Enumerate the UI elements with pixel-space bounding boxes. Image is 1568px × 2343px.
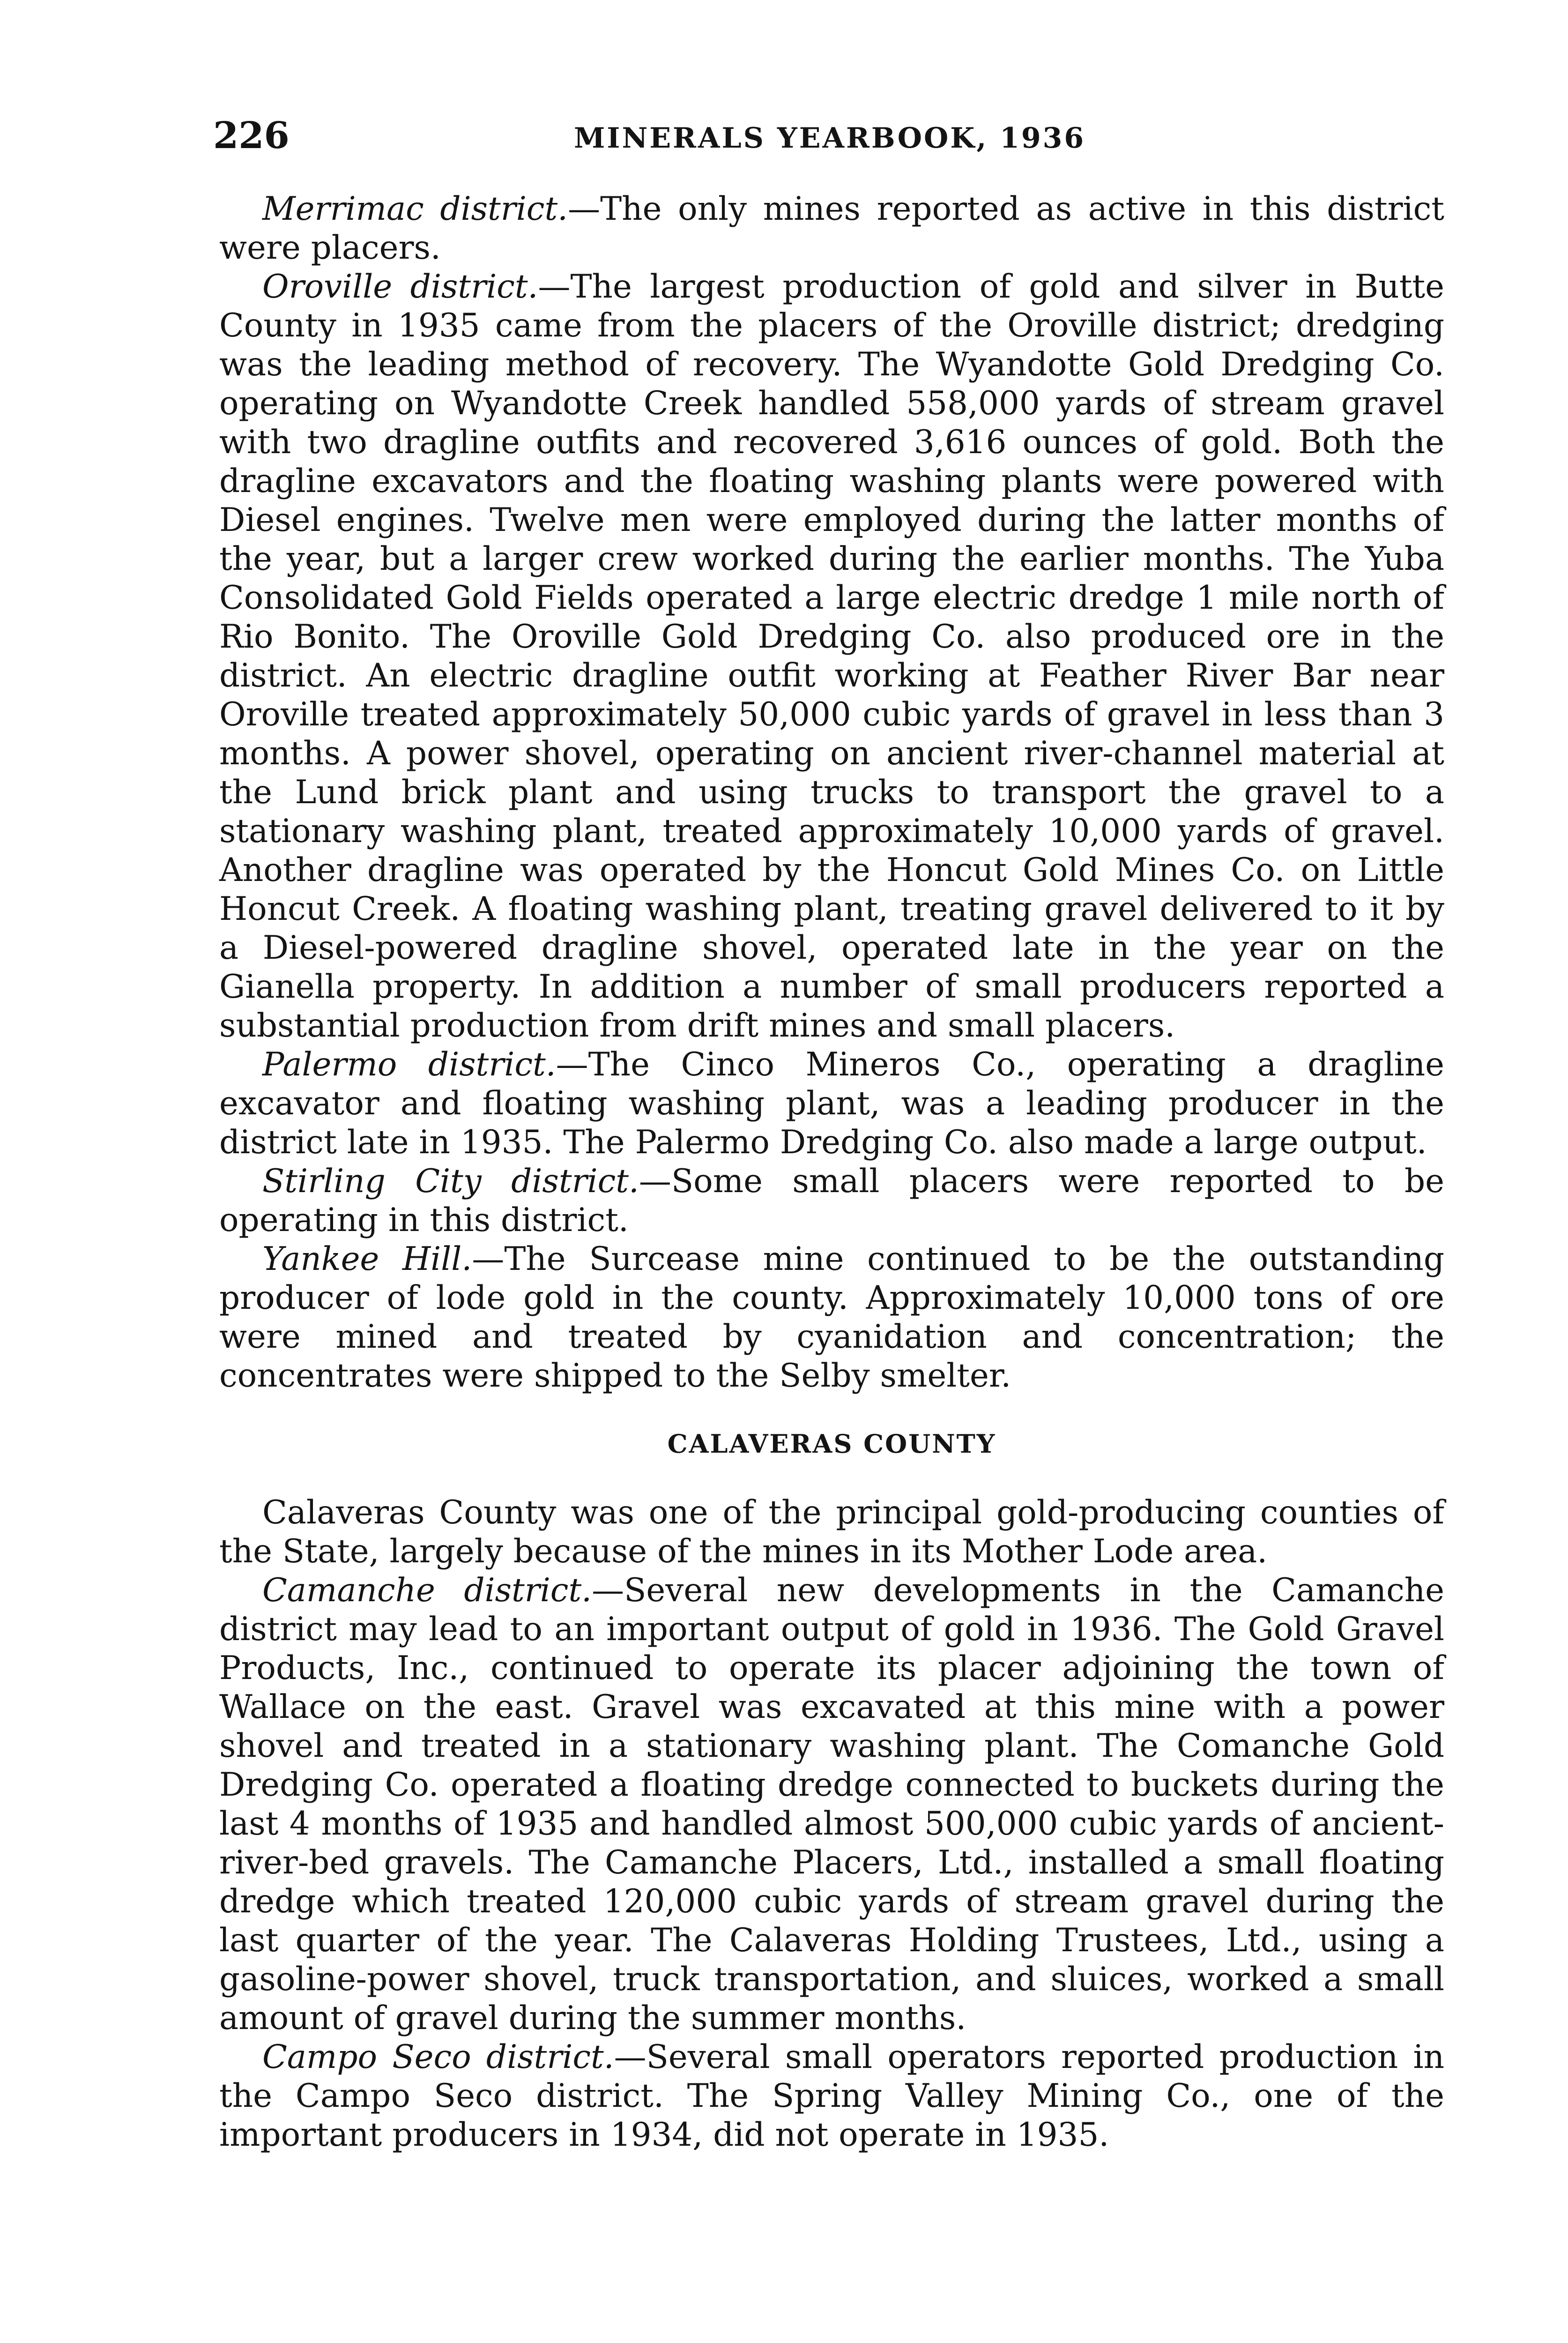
paragraph-yankee-hill <box>219 1240 1444 1395</box>
paragraph-calaveras-intro <box>219 1493 1444 1571</box>
paragraph-oroville <box>219 268 1444 1045</box>
paragraph-text: Calaveras County was one of the principal gold-producing counties of the State, largely because of the mines in its Mother Lode area. <box>219 1494 1444 1570</box>
section-heading-calaveras: CALAVERAS COUNTY <box>667 1429 996 1459</box>
paragraph-lead: Campo Seco district. <box>262 2038 614 2076</box>
paragraph-palermo <box>219 1045 1444 1162</box>
paragraph-lead: Oroville district. <box>262 268 538 306</box>
running-title: MINERALS YEARBOOK, 1936 <box>574 122 1086 155</box>
paragraph-merrimac <box>219 190 1444 268</box>
paragraph-stirling-city <box>219 1162 1444 1240</box>
body-text <box>219 190 1444 2155</box>
paragraph-text: —The Surcease mine continued to be the outstanding producer of lode gold in the county. Approximately 10,000 tons of ore were mined and treated by cyanidation and concentration; the concentrates were shipped to the Selby smelter. <box>219 1240 1444 1395</box>
paragraph-text: —The largest production of gold and silver in Butte County in 1935 came from the placers of the Oroville district; dredging was the leading method of recovery. The Wyandotte Gold Dredging Co. operating on Wyandotte Creek handled 558,000 yards of stream gravel with two dragline outfits and recovered 3,616 ounces of gold. Both the dragline excavators and the floating washing plants were powered with Diesel engines. Twelve men were employed during the latter months of the year, but a larger crew worked during the earlier months. The Yuba Consolidated Gold Fields operated a large electric dredge 1 mile north of Rio Bonito. The Oroville Gold Dredging Co. also produced ore in the district. An electric dragline outfit working at Feather River Bar near Oroville treated approximately 50,000 cubic yards of gravel in less than 3 months. A power shovel, operating on ancient river-channel material at the Lund brick plant and using trucks to transport the gravel to a stationary washing plant, treated approximately 10,000 yards of gravel. Another dragline was operated by the Honcut Gold Mines Co. on Little Honcut Creek. A floating washing plant, treating gravel delivered to it by a Diesel-powered dragline shovel, operated late in the year on the Gianella property. In addition a number of small producers reported a substantial production from drift mines and small placers. <box>219 268 1444 1045</box>
page-header <box>213 112 1445 169</box>
paragraph-campo-seco <box>219 2038 1444 2155</box>
paragraph-camanche <box>219 1571 1444 2038</box>
paragraph-lead: Camanche district. <box>262 1572 592 1609</box>
paragraph-text: —The only mines reported as active in this district were placers. <box>219 190 1444 267</box>
paragraph-text: —Several small operators reported production in the Campo Seco district. The Spring Valley Mining Co., one of the important producers in 1934, did not operate in 1935. <box>219 2038 1445 2154</box>
paragraph-lead: Yankee Hill. <box>262 1240 472 1278</box>
paragraph-text: —Several new developments in the Camanche district may lead to an important output of gold in 1936. The Gold Gravel Products, Inc., continued to operate its placer adjoining the town of Wallace on the east. Gravel was excavated at this mine with a power shovel and treated in a stationary washing plant. The Comanche Gold Dredging Co. operated a floating dredge connected to buckets during the last 4 months of 1935 and handled almost 500,000 cubic yards of ancient-river-bed gravels. The Camanche Placers, Ltd., installed a small floating dredge which treated 120,000 cubic yards of stream gravel during the last quarter of the year. The Calaveras Holding Trustees, Ltd., using a gasoline-power shovel, truck transportation, and sluices, worked a small amount of gravel during the summer months. <box>219 1572 1444 2037</box>
paragraph-lead: Merrimac district. <box>262 190 568 228</box>
paragraph-text: —The Cinco Mineros Co., operating a dragline excavator and floating washing plant, was a leading producer in the district late in 1935. The Palermo Dredging Co. also made a large output. <box>219 1046 1444 1161</box>
paragraph-text: —Some small placers were reported to be operating in this district. <box>219 1163 1444 1239</box>
paragraph-lead: Palermo district. <box>262 1046 556 1083</box>
page-number: 226 <box>213 114 290 157</box>
paragraph-lead: Stirling City district. <box>262 1163 639 1200</box>
